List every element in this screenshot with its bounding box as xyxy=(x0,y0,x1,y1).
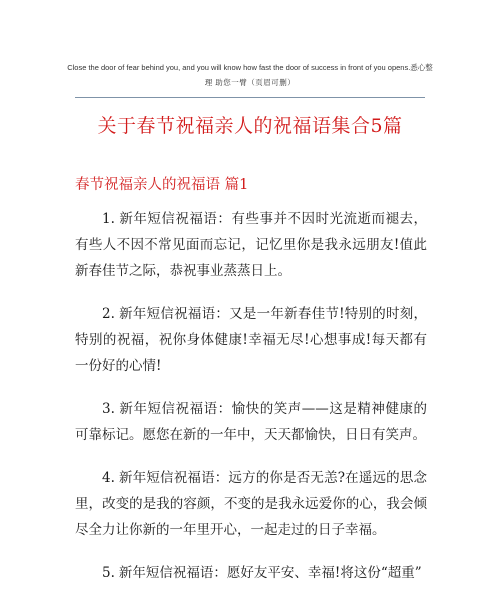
header-divider xyxy=(75,97,425,98)
paragraph-number: 2. xyxy=(102,306,115,322)
paragraph-text: 新年短信祝福语：远方的你是否无恙?在遥远的思念里，改变的是我的容颜，不变的是我永远爱你的心，我会倾尽全力让你新的一年里开心，一起走过的日子幸福。 xyxy=(75,470,427,538)
paragraph-number: 3. xyxy=(102,401,115,417)
header-english-line: Close the door of fear behind you, and you will know how fast the door of success in front of you opens.悉心整 xyxy=(67,63,433,72)
paragraph-text: 新年短信祝福语：愉快的笑声——这是精神健康的可靠标记。愿您在新的一年中，天天都愉快，日日有笑声。 xyxy=(75,401,427,443)
paragraph-5 xyxy=(75,560,427,586)
paragraph-number: 1. xyxy=(102,211,115,227)
paragraph-number: 4. xyxy=(102,470,115,486)
paragraph-2 xyxy=(75,301,427,379)
paragraph-4 xyxy=(75,465,427,543)
header-chinese-line: 理 助您一臂（页眉可删） xyxy=(204,78,296,87)
paragraph-number: 5. xyxy=(102,565,115,581)
paragraph-text: 新年短信祝福语：愿好友平安、幸福!将这份“超重” xyxy=(118,565,422,581)
paragraph-text: 新年短信祝福语：有些事并不因时光流逝而褪去，有些人不因不常见面而忘记，记忆里你是我永远朋友!值此新春佳节之际，恭祝事业蒸蒸日上。 xyxy=(75,211,427,279)
page-header xyxy=(60,60,440,90)
document-title: 关于春节祝福亲人的祝福语集合5篇 xyxy=(97,115,403,137)
body-content xyxy=(75,206,427,603)
paragraph-text: 新年短信祝福语：又是一年新春佳节!特别的时刻，特别的祝福，祝你身体健康!幸福无尽!心想事成!每天都有一份好的心情! xyxy=(75,306,427,374)
paragraph-1 xyxy=(75,206,427,284)
section-heading: 春节祝福亲人的祝福语 篇1 xyxy=(75,177,249,193)
paragraph-3 xyxy=(75,396,427,448)
